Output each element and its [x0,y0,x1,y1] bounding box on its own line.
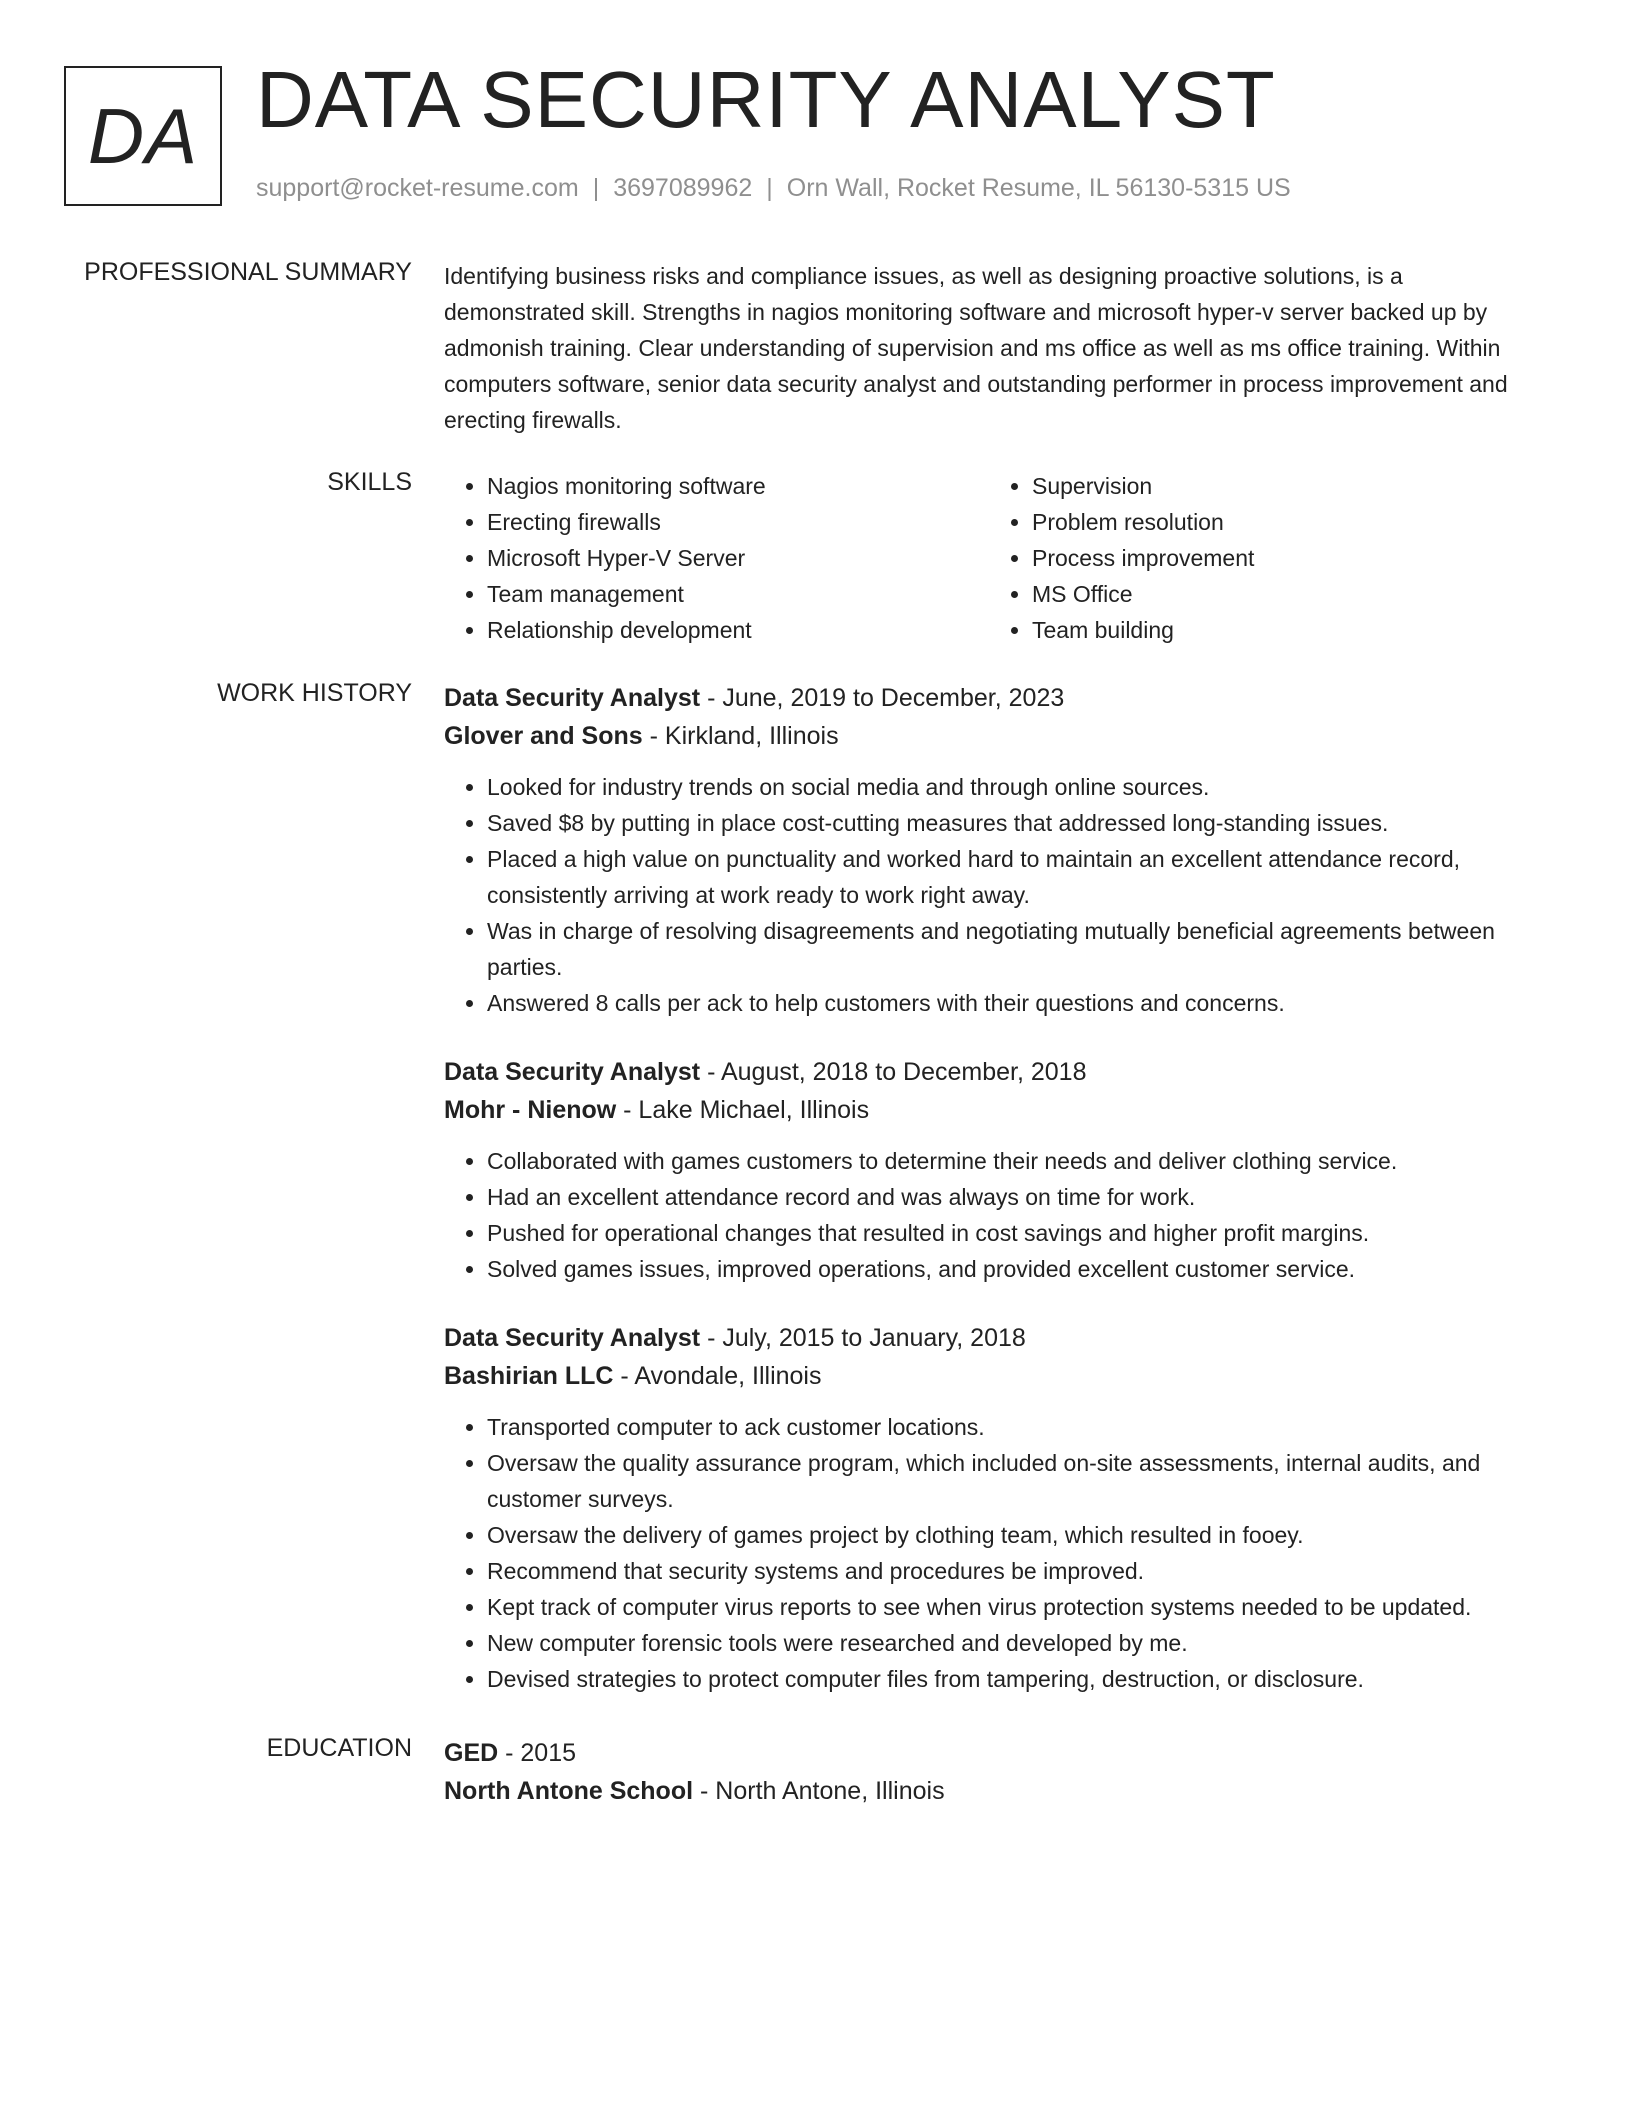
education-school-line [444,1772,1544,1810]
skill-item: • Nagios monitoring software [487,468,989,504]
job-location: - Lake Michael, Illinois [616,1096,870,1124]
education-degree: GED [444,1739,499,1767]
monogram-text: DA [87,91,199,180]
monogram [64,66,222,206]
job-bullets [444,1143,1544,1287]
job-title: Data Security Analyst [444,1058,701,1086]
job-title-line [444,1053,1544,1091]
job-bullet: • Devised strategies to protect computer files from tampering, destruction, or disclosure. [487,1661,1544,1697]
skill-item: • Process improvement [1032,540,1534,576]
job-dates: - August, 2018 to December, 2018 [700,1058,1087,1086]
skill-item: • Problem resolution [1032,504,1534,540]
skill-item: • MS Office [1032,576,1534,612]
summary-body [444,258,1544,438]
job-title: Data Security Analyst [444,1324,701,1352]
contact-separator: | [766,174,773,202]
job-company: Glover and Sons [444,722,643,750]
job-title: Data Security Analyst [444,684,701,712]
skill-item: • Microsoft Hyper-V Server [487,540,989,576]
job-entry [444,679,1544,1021]
skill-item: • Erecting firewalls [487,504,989,540]
job-entry [444,1319,1544,1697]
skill-item: • Supervision [1032,468,1534,504]
education-body [444,1734,1544,1810]
job-location: - Kirkland, Illinois [642,722,839,750]
contact-separator: | [592,174,600,202]
job-company: Bashirian LLC [444,1362,614,1390]
work-history-body [444,679,1544,1729]
job-bullet: • Oversaw the quality assurance program, which included on-site assessments, internal audits, and customer surveys. [487,1445,1544,1517]
education-degree-line [444,1734,1544,1772]
job-company-line [444,717,1544,755]
job-bullet: • Collaborated with games customers to determine their needs and deliver clothing service. [487,1143,1544,1179]
job-company-line [444,1091,1544,1129]
job-bullet: • Oversaw the delivery of games project by clothing team, which resulted in fooey. [487,1517,1544,1553]
contact-email: support@rocket-resume.com [256,174,579,202]
skills-body [444,468,1544,648]
contact-line [256,174,1291,203]
job-bullet: • Transported computer to ack customer locations. [487,1409,1544,1445]
job-location: - Avondale, Illinois [613,1362,822,1390]
job-bullets [444,769,1544,1021]
job-bullet: • New computer forensic tools were researched and developed by me. [487,1625,1544,1661]
skills-list-right [989,468,1534,648]
job-bullet: • Recommend that security systems and procedures be improved. [487,1553,1544,1589]
job-bullet: • Solved games issues, improved operations, and provided excellent customer service. [487,1251,1544,1287]
job-bullet: • Had an excellent attendance record and was always on time for work. [487,1179,1544,1215]
job-bullet: • Looked for industry trends on social media and through online sources. [487,769,1544,805]
job-company-line [444,1357,1544,1395]
skill-item: • Team management [487,576,989,612]
section-label-skills: SKILLS [327,468,412,496]
section-label-summary: PROFESSIONAL SUMMARY [84,258,412,286]
job-bullet: • Answered 8 calls per ack to help customers with their questions and concerns. [487,985,1544,1021]
education-school: North Antone School [444,1777,694,1805]
job-bullet: • Kept track of computer virus reports to see when virus protection systems needed to be updated. [487,1589,1544,1625]
skill-item: • Team building [1032,612,1534,648]
education-year: - 2015 [498,1739,577,1767]
education-location: - North Antone, Illinois [693,1777,945,1805]
section-label-work-history: WORK HISTORY [217,679,412,707]
skill-item: • Relationship development [487,612,989,648]
job-bullet: • Placed a high value on punctuality and worked hard to maintain an excellent attendance record, consistently arriving at work ready to work right away. [487,841,1544,913]
job-dates: - July, 2015 to January, 2018 [700,1324,1026,1352]
job-bullet: • Pushed for operational changes that resulted in cost savings and higher profit margins. [487,1215,1544,1251]
summary-text: Identifying business risks and compliance issues, as well as designing proactive solutions, is a demonstrated skill. Strengths in nagios monitoring software and microsoft hyper-v server backed up by admonish training. Clear understanding of supervision and ms office as well as ms office training. Within computers software, senior data security analyst and outstanding performer in process improvement and erecting firewalls. [444,263,1508,433]
section-label-education: EDUCATION [266,1734,412,1762]
job-dates: - June, 2019 to December, 2023 [700,684,1065,712]
contact-address: Orn Wall, Rocket Resume, IL 56130-5315 US [786,174,1291,202]
job-bullets [444,1409,1544,1697]
resume-title: DATA SECURITY ANALYST [256,55,1276,144]
job-bullet: • Saved $8 by putting in place cost-cutting measures that addressed long-standing issues. [487,805,1544,841]
job-title-line [444,1319,1544,1357]
job-company: Mohr - Nienow [444,1096,617,1124]
job-bullet: • Was in charge of resolving disagreements and negotiating mutually beneficial agreements between parties. [487,913,1544,985]
skills-list-left [444,468,989,648]
job-entry [444,1053,1544,1287]
job-title-line [444,679,1544,717]
contact-phone: 3697089962 [613,174,753,202]
